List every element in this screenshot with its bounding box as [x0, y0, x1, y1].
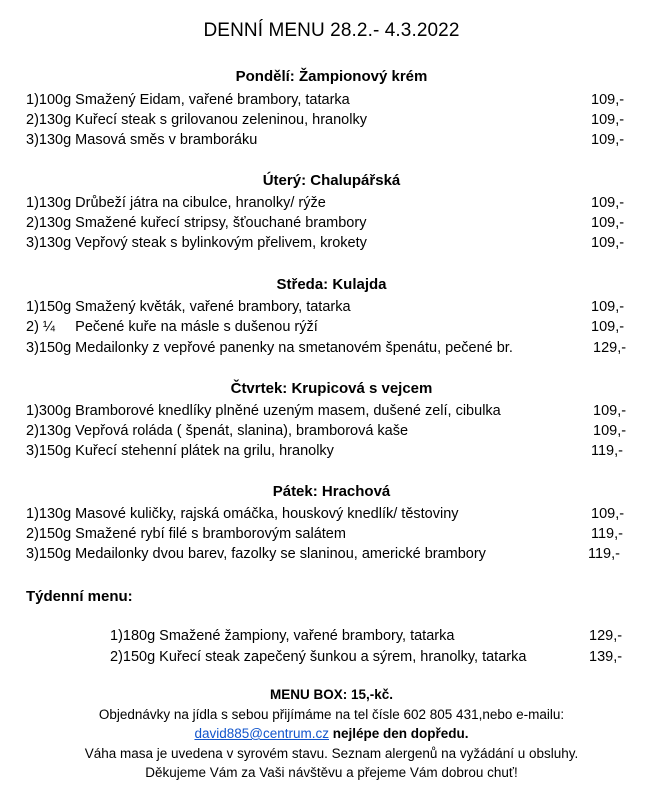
- menu-item-text: 1)100g Smažený Eidam, vařené brambory, tatarka: [26, 92, 350, 108]
- menu-item-text: 2)130g Kuřecí steak s grilovanou zeleninou, hranolky: [26, 112, 367, 128]
- menu-item-text: 1)130g Drůbeží játra na cibulce, hranolky/ rýže: [26, 195, 326, 211]
- menu-item-price: 109,-: [593, 423, 627, 439]
- menu-item-price: 129,-: [589, 628, 623, 644]
- day-heading-tuesday: Úterý: Chalupářská: [262, 172, 401, 189]
- menu-item-price: 139,-: [589, 649, 623, 665]
- menu-item-price: 129,-: [593, 340, 627, 356]
- menu-item: [26, 441, 626, 461]
- menu-item-price: 109,-: [591, 506, 625, 522]
- menu-item-text: 1)130g Masové kuličky, rajská omáčka, houskový knedlík/ těstoviny: [26, 506, 459, 522]
- menu-item: [26, 297, 626, 317]
- menu-item-price: 119,-: [588, 546, 620, 562]
- weekly-menu-item: [110, 626, 626, 646]
- menu-item-text: 2)150g Smažené rybí filé s bramborovým salátem: [26, 526, 346, 542]
- menu-item-text: 3)150g Kuřecí stehenní plátek na grilu, hranolky: [26, 443, 334, 459]
- weight-note: Váha masa je uvedena v syrovém stavu. Seznam alergenů na vyžádání u obsluhy.: [84, 745, 579, 761]
- day-heading-monday: Pondělí: Žampionový krém: [235, 68, 428, 85]
- menu-item-price: 109,-: [591, 235, 625, 251]
- menu-item: [26, 233, 626, 253]
- menu-item: [26, 401, 626, 421]
- menu-item: [26, 504, 626, 524]
- orders-note: nejlépe den dopředu.: [332, 726, 469, 741]
- menu-item-price: 109,-: [591, 195, 625, 211]
- menu-box-price: MENU BOX: 15,-kč.: [269, 687, 394, 702]
- thanks-note: Děkujeme Vám za Vaši návštěvu a přejeme Vám dobrou chuť!: [145, 765, 518, 780]
- day-heading-wednesday: Středa: Kulajda: [276, 276, 387, 293]
- menu-item: [26, 193, 626, 213]
- menu-item-price: 109,-: [591, 112, 625, 128]
- menu-item: [26, 90, 626, 110]
- weekly-menu-heading: Týdenní menu:: [26, 588, 133, 605]
- menu-item-price: 109,-: [593, 403, 627, 419]
- menu-item-text: 2)130g Vepřová roláda ( špenát, slanina), bramborová kaše: [26, 423, 409, 439]
- menu-item-price: 109,-: [591, 92, 625, 108]
- menu-item-price: 109,-: [591, 132, 625, 148]
- menu-item-text: 3)150g Medailonky dvou barev, fazolky se slaninou, americké brambory: [26, 546, 486, 562]
- page-title: DENNÍ MENU 28.2.- 4.3.2022: [203, 20, 460, 41]
- menu-item-text: 3)150g Medailonky z vepřové panenky na smetanovém špenátu, pečené br.: [26, 340, 513, 356]
- orders-info: Objednávky na jídla s sebou přijímáme na tel čísle 602 805 431,nebo e-mailu:: [98, 706, 565, 722]
- menu-item: [26, 338, 626, 358]
- menu-item-text: 2)150g Kuřecí steak zapečený šunkou a sýrem, hranolky, tatarka: [110, 649, 527, 665]
- menu-item: [26, 213, 626, 233]
- menu-item-text: 3)130g Vepřový steak s bylinkovým přelivem, krokety: [26, 235, 367, 251]
- day-heading-friday: Pátek: Hrachová: [272, 483, 391, 500]
- menu-item: [26, 544, 626, 564]
- menu-item: [26, 130, 626, 150]
- menu-item-text: 2)130g Smažené kuřecí stripsy, šťouchané brambory: [26, 215, 367, 231]
- day-heading-thursday: Čtvrtek: Krupicová s vejcem: [230, 380, 433, 397]
- menu-item-price: 109,-: [591, 215, 625, 231]
- menu-item-price: 119,-: [591, 443, 623, 459]
- menu-item-text: 1)150g Smažený květák, vařené brambory, tatarka: [26, 299, 351, 315]
- menu-item: [26, 524, 626, 544]
- menu-item-price: 119,-: [591, 526, 623, 542]
- menu-item: [26, 421, 626, 441]
- menu-item-text: 3)130g Masová směs v bramboráku: [26, 132, 258, 148]
- menu-item-price: 109,-: [591, 299, 625, 315]
- footer: [0, 685, 663, 783]
- menu-item: [26, 110, 626, 130]
- weekly-menu-item: [110, 647, 626, 667]
- orders-contact-line: [0, 724, 663, 744]
- menu-item-text: 1)300g Bramborové knedlíky plněné uzeným masem, dušené zelí, cibulka: [26, 403, 501, 419]
- menu-item-text: 2) ¼ Pečené kuře na másle s dušenou rýží: [26, 319, 318, 335]
- email-link[interactable]: david885@centrum.cz: [194, 726, 329, 741]
- menu-item-text: 1)180g Smažené žampiony, vařené brambory, tatarka: [110, 628, 455, 644]
- menu-item: [26, 317, 626, 337]
- menu-item-price: 109,-: [591, 319, 625, 335]
